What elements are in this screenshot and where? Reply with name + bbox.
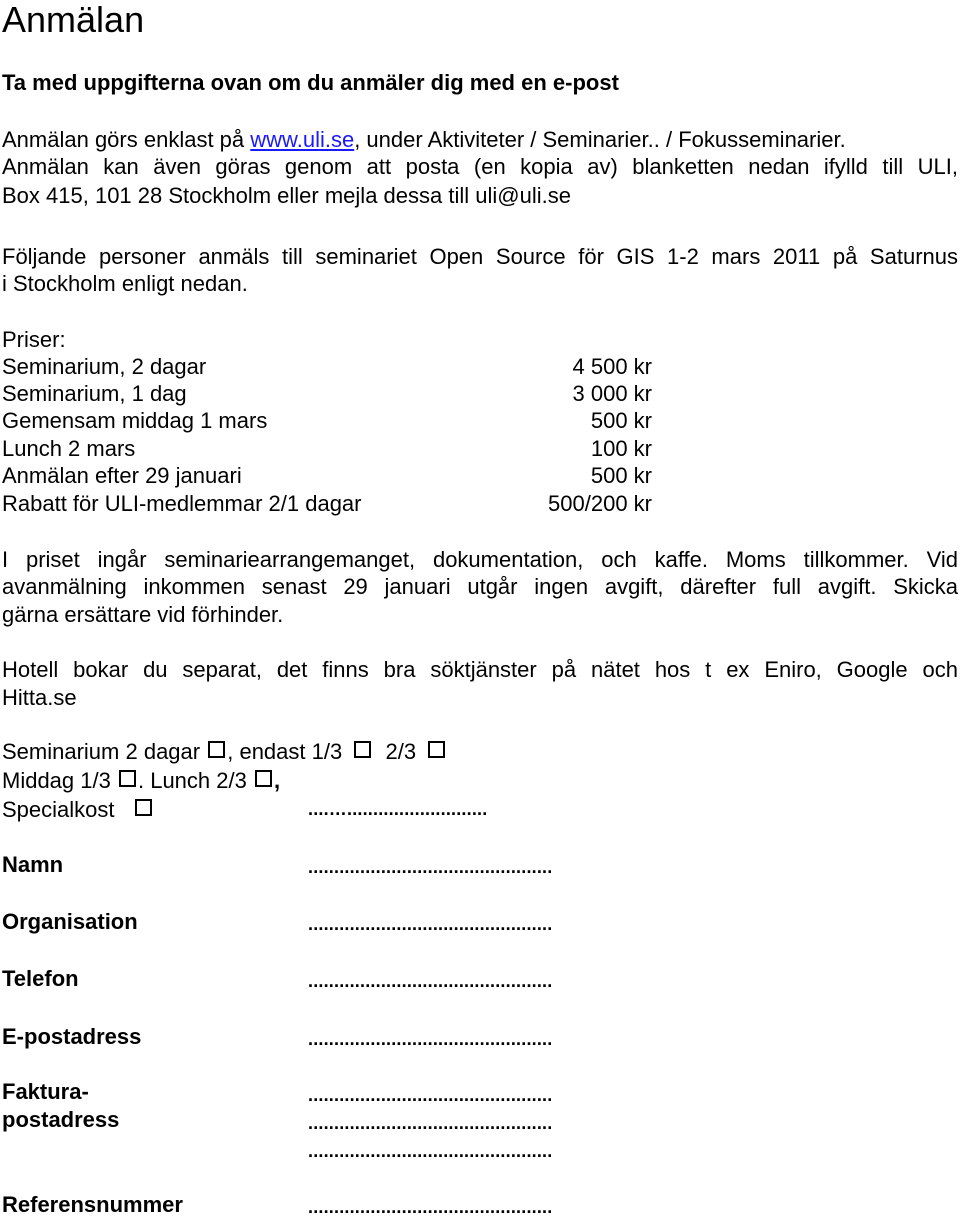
email-label: E-postadress: [2, 1024, 142, 1049]
price-label: Lunch 2 mars: [2, 436, 136, 461]
reference-number-field[interactable]: ...............................................: [308, 1197, 553, 1217]
price-value: 500 kr: [590, 463, 652, 488]
day-2-3-label: 2/3: [385, 739, 417, 764]
invoice-address-field[interactable]: ...............................................: [308, 1113, 553, 1133]
seminar-line-1: Följande personer anmäls till seminariet Open Source för GIS 1-2 mars 2011 på Saturnus: [2, 244, 958, 269]
meal-options-row: [2, 767, 280, 795]
only-day-3-label: , endast 1/3: [227, 739, 343, 764]
name-field[interactable]: ...............................................: [308, 857, 553, 877]
page-title: Anmälan: [2, 0, 145, 40]
special-diet-label: Specialkost: [2, 797, 115, 822]
intro-line-1-pre: Anmälan görs enklast på: [2, 127, 251, 152]
subtitle: Ta med uppgifterna ovan om du anmäler dig med en e-post: [2, 70, 619, 95]
price-label: Seminarium, 2 dagar: [2, 354, 207, 379]
checkbox-dinner[interactable]: [119, 770, 136, 787]
checkbox-day-2-3[interactable]: [428, 741, 445, 758]
checkbox-lunch[interactable]: [255, 770, 272, 787]
terms-line-3: gärna ersättare vid förhinder.: [2, 602, 284, 627]
hotel-line-2: Hitta.se: [2, 685, 77, 710]
price-label: Rabatt för ULI-medlemmar 2/1 dagar: [2, 491, 362, 516]
special-diet-row: [2, 796, 154, 824]
price-label: Anmälan efter 29 januari: [2, 463, 242, 488]
phone-field[interactable]: ...............................................: [308, 971, 553, 991]
organisation-field[interactable]: ...............................................: [308, 914, 553, 934]
intro-line-1: [2, 126, 846, 154]
seminar-2-days-label: Seminarium 2 dagar: [2, 739, 201, 764]
price-value: 3 000 kr: [572, 381, 652, 406]
checkbox-special-diet[interactable]: [135, 799, 152, 816]
intro-line-1-post: , under Aktiviteter / Seminarier.. / Fokusseminarier.: [354, 127, 846, 152]
seminar-line-2: i Stockholm enligt nedan.: [2, 271, 248, 296]
invoice-address-field[interactable]: ...............................................: [308, 1085, 553, 1105]
lunch-label: . Lunch 2/3: [137, 768, 247, 793]
price-value: 100 kr: [590, 436, 652, 461]
hotel-line-1: Hotell bokar du separat, det finns bra söktjänster på nätet hos t ex Eniro, Google och: [2, 657, 958, 682]
phone-label: Telefon: [2, 966, 79, 991]
organisation-label: Organisation: [2, 909, 138, 934]
terms-line-2: avanmälning inkommen senast 29 januari utgår ingen avgift, därefter full avgift. Skicka: [2, 574, 958, 599]
email-field[interactable]: ...............................................: [308, 1029, 553, 1049]
price-label: Seminarium, 1 dag: [2, 381, 187, 406]
checkbox-day-1-3[interactable]: [354, 741, 371, 758]
uli-website-link[interactable]: www.uli.se: [250, 127, 355, 152]
trailing-comma: ,: [273, 768, 281, 793]
dinner-label: Middag 1/3: [2, 768, 111, 793]
invoice-label-line-2: postadress: [2, 1107, 120, 1132]
prices-heading: Priser:: [2, 327, 66, 352]
special-diet-field[interactable]: ....…...........................: [308, 799, 488, 819]
invoice-address-field[interactable]: ...............................................: [308, 1141, 553, 1161]
intro-line-3: Box 415, 101 28 Stockholm eller mejla dessa till uli@uli.se: [2, 183, 571, 208]
checkbox-seminar-2-days[interactable]: [208, 741, 225, 758]
seminar-options-row: [2, 738, 447, 766]
reference-number-label: Referensnummer: [2, 1192, 183, 1217]
name-label: Namn: [2, 852, 64, 877]
intro-line-2: Anmälan kan även göras genom att posta (en kopia av) blanketten nedan ifylld till ULI,: [2, 154, 958, 179]
price-value: 500/200 kr: [548, 491, 652, 516]
price-value: 4 500 kr: [572, 354, 652, 379]
invoice-label-line-1: Faktura-: [2, 1079, 89, 1104]
price-label: Gemensam middag 1 mars: [2, 408, 268, 433]
terms-line-1: I priset ingår seminariearrangemanget, dokumentation, och kaffe. Moms tillkommer. Vid: [2, 547, 958, 572]
price-value: 500 kr: [590, 408, 652, 433]
